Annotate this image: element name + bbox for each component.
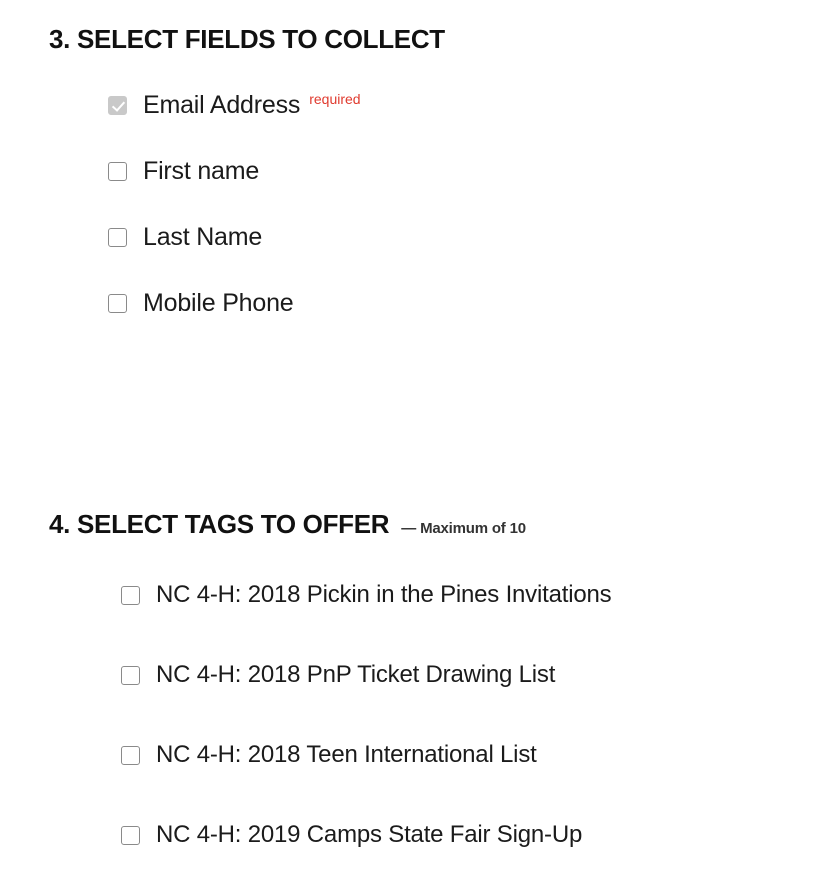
checkbox-tag-4-icon[interactable] [121,826,140,845]
field-row-mobile-phone[interactable] [108,288,768,318]
tag-row-3[interactable] [121,740,821,770]
tag-label-3: NC 4-H: 2018 Teen International List [156,741,537,768]
section-tags-note [401,520,526,537]
section-tags-note-dash: — [401,520,417,537]
field-label-first-name: First name [143,156,260,185]
field-label-last-name: Last Name [143,222,263,251]
section-fields-title: 3. SELECT FIELDS TO COLLECT [49,24,445,54]
section-tags-note-text: Maximum of 10 [420,520,526,537]
checkbox-tag-3-icon[interactable] [121,746,140,765]
field-row-last-name[interactable] [108,222,768,252]
checkbox-mobile-phone-icon[interactable] [108,294,127,313]
tag-label-4: NC 4-H: 2019 Camps State Fair Sign-Up [156,821,583,848]
tag-row-1[interactable] [121,580,821,610]
fields-checkbox-list [108,90,768,354]
section-fields-heading [49,24,445,55]
checkbox-tag-2-icon[interactable] [121,666,140,685]
tag-row-2[interactable] [121,660,821,690]
tag-label-2: NC 4-H: 2018 PnP Ticket Drawing List [156,661,556,688]
tag-row-4[interactable] [121,820,821,850]
checkbox-last-name-icon[interactable] [108,228,127,247]
field-label-mobile-phone: Mobile Phone [143,288,294,317]
field-label-email-address: Email Address [143,90,301,119]
checkbox-first-name-icon[interactable] [108,162,127,181]
required-badge-email-address: required [309,91,361,107]
tag-label-1: NC 4-H: 2018 Pickin in the Pines Invitations [156,581,612,608]
tags-checkbox-list [121,580,821,878]
checkbox-tag-1-icon[interactable] [121,586,140,605]
field-row-first-name[interactable] [108,156,768,186]
section-tags-title: 4. SELECT TAGS TO OFFER [49,509,390,539]
section-tags-heading [49,509,526,540]
field-row-email-address[interactable] [108,90,768,120]
checkbox-email-address-icon[interactable] [108,96,127,115]
